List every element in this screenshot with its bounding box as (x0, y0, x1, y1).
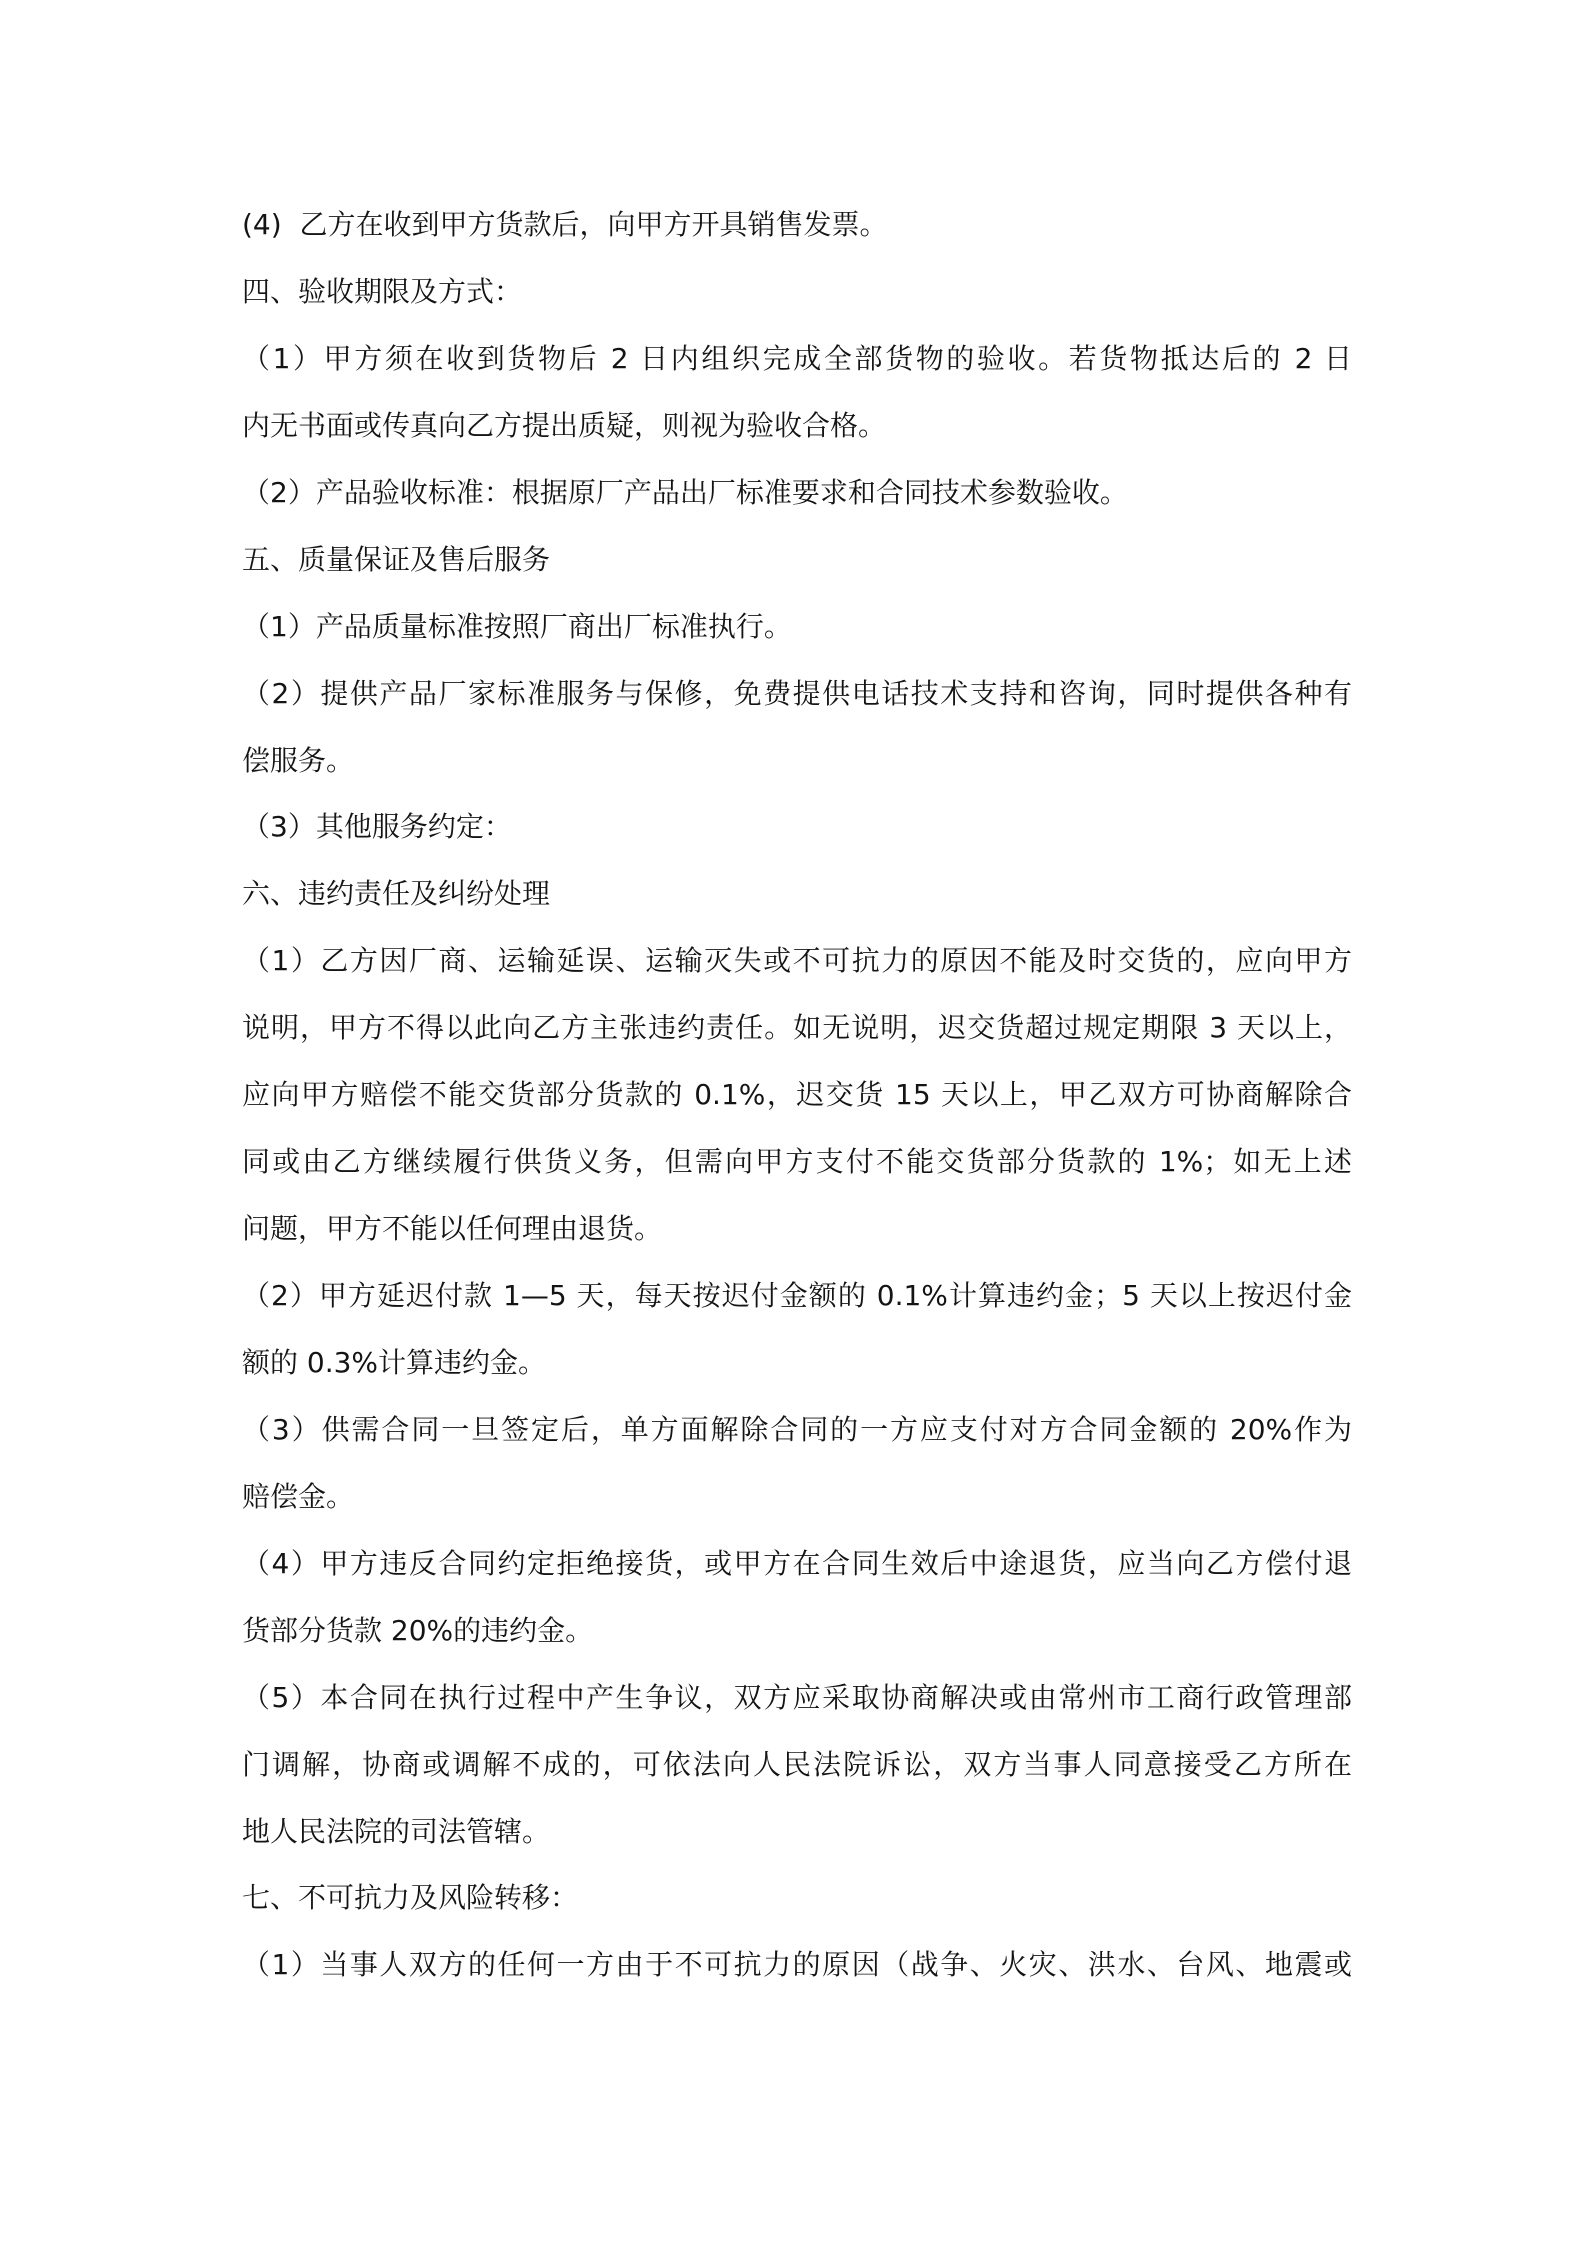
clause-line: 偿服务。 (242, 743, 355, 777)
clause-line: （1）当事人双方的任何一方由于不可抗力的原因（战争、火灾、洪水、台风、地震或 (242, 1948, 1352, 1982)
clause-line: 说明，甲方不得以此向乙方主张违约责任。如无说明，迟交货超过规定期限 3 天以上， (242, 1011, 1352, 1045)
clause-line: （2）提供产品厂家标准服务与保修，免费提供电话技术支持和咨询，同时提供各种有 (242, 676, 1352, 710)
clause-line: 问题，甲方不能以任何理由退货。 (242, 1212, 663, 1246)
clause-line: 地人民法院的司法管辖。 (242, 1814, 551, 1848)
clause-line: （5）本合同在执行过程中产生争议，双方应采取协商解决或由常州市工商行政管理部 (242, 1680, 1352, 1714)
clause-line: （4）甲方违反合同约定拒绝接货，或甲方在合同生效后中途退货，应当向乙方偿付退 (242, 1546, 1352, 1580)
clause-line: （3）供需合同一旦签定后，单方面解除合同的一方应支付对方合同金额的 20%作为 (242, 1412, 1352, 1446)
clause-line: （1）产品质量标准按照厂商出厂标准执行。 (242, 609, 792, 643)
clause-line: （2）甲方延迟付款 1—5 天，每天按迟付金额的 0.1%计算违约金；5 天以上按迟付金 (242, 1279, 1352, 1312)
clause-line: 应向甲方赔偿不能交货部分货款的 0.1%，迟交货 15 天以上，甲乙双方可协商解除合 (242, 1078, 1352, 1112)
contract-text (242, 192, 1352, 1999)
clause-line: (4) 乙方在收到甲方货款后，向甲方开具销售发票。 (242, 208, 888, 241)
section-heading: 五、质量保证及售后服务 (242, 542, 551, 576)
clause-line: 赔偿金。 (242, 1479, 355, 1513)
clause-line: 内无书面或传真向乙方提出质疑，则视为验收合格。 (242, 408, 887, 442)
clause-line: （2）产品验收标准：根据原厂产品出厂标准要求和合同技术参数验收。 (242, 475, 1128, 509)
clause-line: 货部分货款 20%的违约金。 (242, 1613, 594, 1647)
section-heading: 七、不可抗力及风险转移： (242, 1881, 579, 1915)
section-heading: 四、验收期限及方式： (242, 274, 523, 308)
clause-line: 同或由乙方继续履行供货义务，但需向甲方支付不能交货部分货款的 1%；如无上述 (242, 1145, 1352, 1179)
clause-line: （1）乙方因厂商、运输延误、运输灭失或不可抗力的原因不能及时交货的，应向甲方 (242, 944, 1352, 978)
clause-line: （1）甲方须在收到货物后 2 日内组织完成全部货物的验收。若货物抵达后的 2 日 (242, 341, 1352, 375)
clause-line: 门调解，协商或调解不成的，可依法向人民法院诉讼，双方当事人同意接受乙方所在 (242, 1747, 1352, 1781)
section-heading: 六、违约责任及纠纷处理 (242, 877, 551, 911)
clause-line: 额的 0.3%计算违约金。 (242, 1345, 547, 1379)
clause-line: （3）其他服务约定： (242, 810, 512, 844)
